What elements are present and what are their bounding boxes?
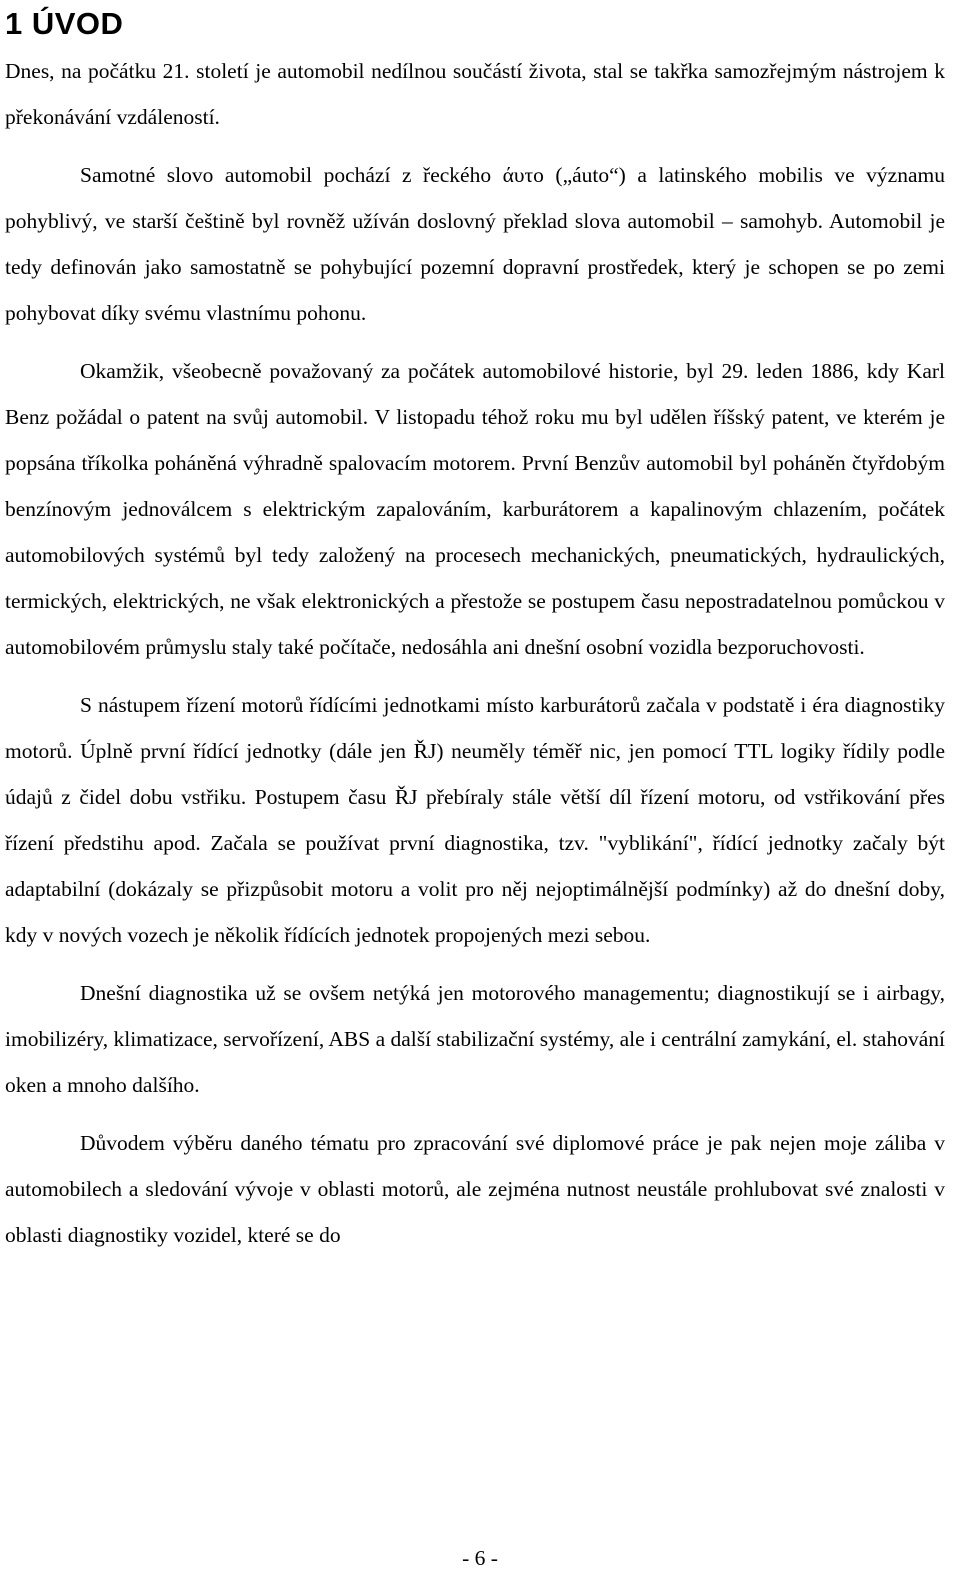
paragraph-motivation: Důvodem výběru daného tématu pro zpracování své diplomové práce je pak nejen moje záliba v automobilech a sledování vývoje v oblasti motorů, ale zejména nutnost neustále prohlubovat své znalosti v oblasti diagnostiky vozidel, které se do: [5, 1131, 945, 1247]
document-page: [5, 0, 945, 1258]
paragraph-etymology: Samotné slovo automobil pochází z řeckého άυτο („áuto“) a latinského mobilis ve významu pohyblivý, ve starší češtině byl rovněž užíván doslovný překlad slova automobil – samohyb. Automobil je tedy definován jako samostatně se pohybující pozemní dopravní prostředek, který je schopen se po zemi pohybovat díky svému vlastnímu pohonu.: [5, 163, 945, 325]
page-number: - 6 -: [462, 1546, 498, 1570]
paragraph-history: Okamžik, všeobecně považovaný za počátek automobilové historie, byl 29. leden 1886, kdy Karl Benz požádal o patent na svůj automobil. V listopadu téhož roku mu byl udělen říšský patent, ve kterém je popsána tříkolka poháněná výhradně spalovacím motorem. První Benzův automobil byl poháněn čtyřdobým benzínovým jednoválcem s elektrickým zapalováním, karburátorem a kapalinovým chlazením, počátek automobilových systémů byl tedy založený na procesech mechanických, pneumatických, hydraulických, termických, elektrických, ne však elektronických a přestože se postupem času nepostradatelnou pomůckou v automobilovém průmyslu staly také počítače, nedosáhla ani dnešní osobní vozidla bezporuchovosti.: [5, 359, 945, 659]
paragraph-ecu-diagnostics: S nástupem řízení motorů řídícími jednotkami místo karburátorů začala v podstatě i éra diagnostiky motorů. Úplně první řídící jednotky (dále jen ŘJ) neuměly téměř nic, jen pomocí TTL logiky řídily podle údajů z čidel dobu vstřiku. Postupem času ŘJ přebíraly stále větší díl řízení motoru, od vstřikování přes řízení předstihu apod. Začala se používat první diagnostika, tzv. "vyblikání", řídící jednotky začaly být adaptabilní (dokázaly se přizpůsobit motoru a volit pro něj nejoptimálnější podmínky) až do dnešní doby, kdy v nových vozech je několik řídících jednotek propojených mezi sebou.: [5, 693, 945, 947]
paragraph-intro: Dnes, na počátku 21. století je automobil nedílnou součástí života, stal se takřka samozřejmým nástrojem k překonávání vzdáleností.: [5, 59, 945, 129]
paragraph-modern-diagnostics: Dnešní diagnostika už se ovšem netýká jen motorového managementu; diagnostikují se i airbagy, imobilizéry, klimatizace, servořízení, ABS a další stabilizační systémy, ale i centrální zamykání, el. stahování oken a mnoho dalšího.: [5, 981, 945, 1097]
chapter-title: 1 ÚVOD: [5, 6, 124, 41]
